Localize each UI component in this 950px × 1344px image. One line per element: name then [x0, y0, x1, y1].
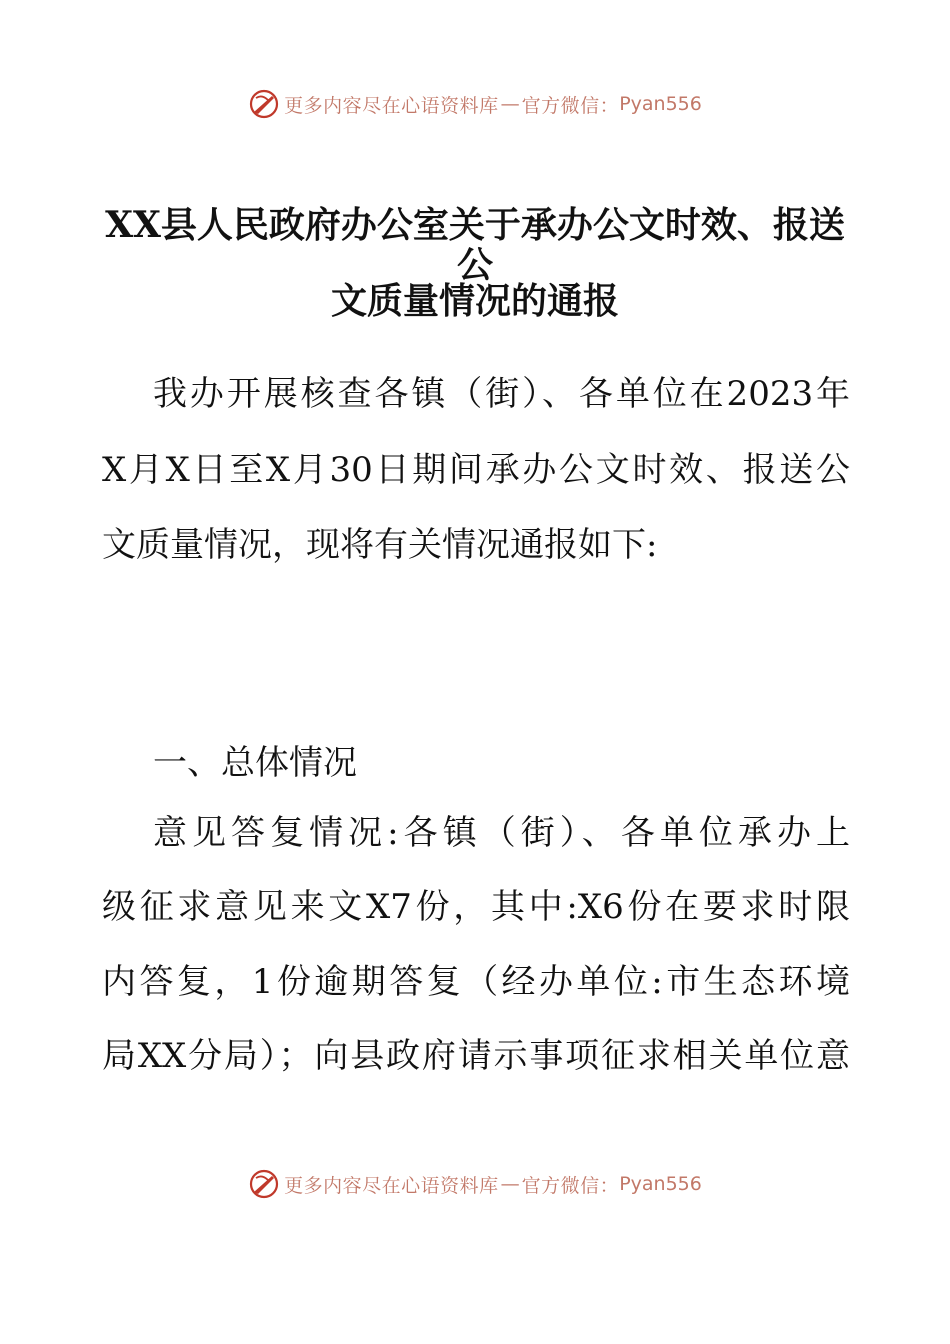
watermark-account: Pyan556	[619, 1173, 702, 1195]
section-heading: 一、总体情况	[153, 743, 357, 783]
document-title-line-2: 文质量情况的通报	[330, 280, 619, 322]
watermark-text: 更多内容尽在心语资料库	[284, 1174, 499, 1197]
pen-logo-icon	[248, 88, 280, 120]
intro-line-3: 文质量情况，现将有关情况通报如下:	[102, 525, 658, 565]
header-watermark	[0, 84, 950, 124]
section-line-2: 级征求意见来文X7份，其中:X6份在要求时限	[102, 887, 850, 927]
section-line-3: 内答复，1份逾期答复（经办单位:市生态环境	[102, 962, 850, 1002]
watermark-dash: —	[500, 1173, 520, 1195]
section-line-4: 局XX分局）；向县政府请示事项征求相关单位意	[102, 1036, 850, 1076]
watermark-account: Pyan556	[619, 93, 702, 115]
watermark-dash: —	[500, 93, 520, 115]
pen-logo-icon	[248, 1168, 280, 1200]
watermark-suffix: 官方微信：	[521, 94, 620, 117]
intro-line-2: X月X日至X月30日期间承办公文时效、报送公	[102, 450, 850, 490]
document-title-line-1: XX县人民政府办公室关于承办公文时效、报送公	[105, 204, 845, 286]
watermark-suffix: 官方微信：	[521, 1174, 620, 1197]
section-line-1: 意见答复情况:各镇（街）、各单位承办上	[153, 813, 850, 853]
footer-watermark	[0, 1164, 950, 1204]
watermark-text: 更多内容尽在心语资料库	[284, 94, 499, 117]
intro-line-1: 我办开展核查各镇（街）、各单位在2023年	[153, 374, 850, 414]
